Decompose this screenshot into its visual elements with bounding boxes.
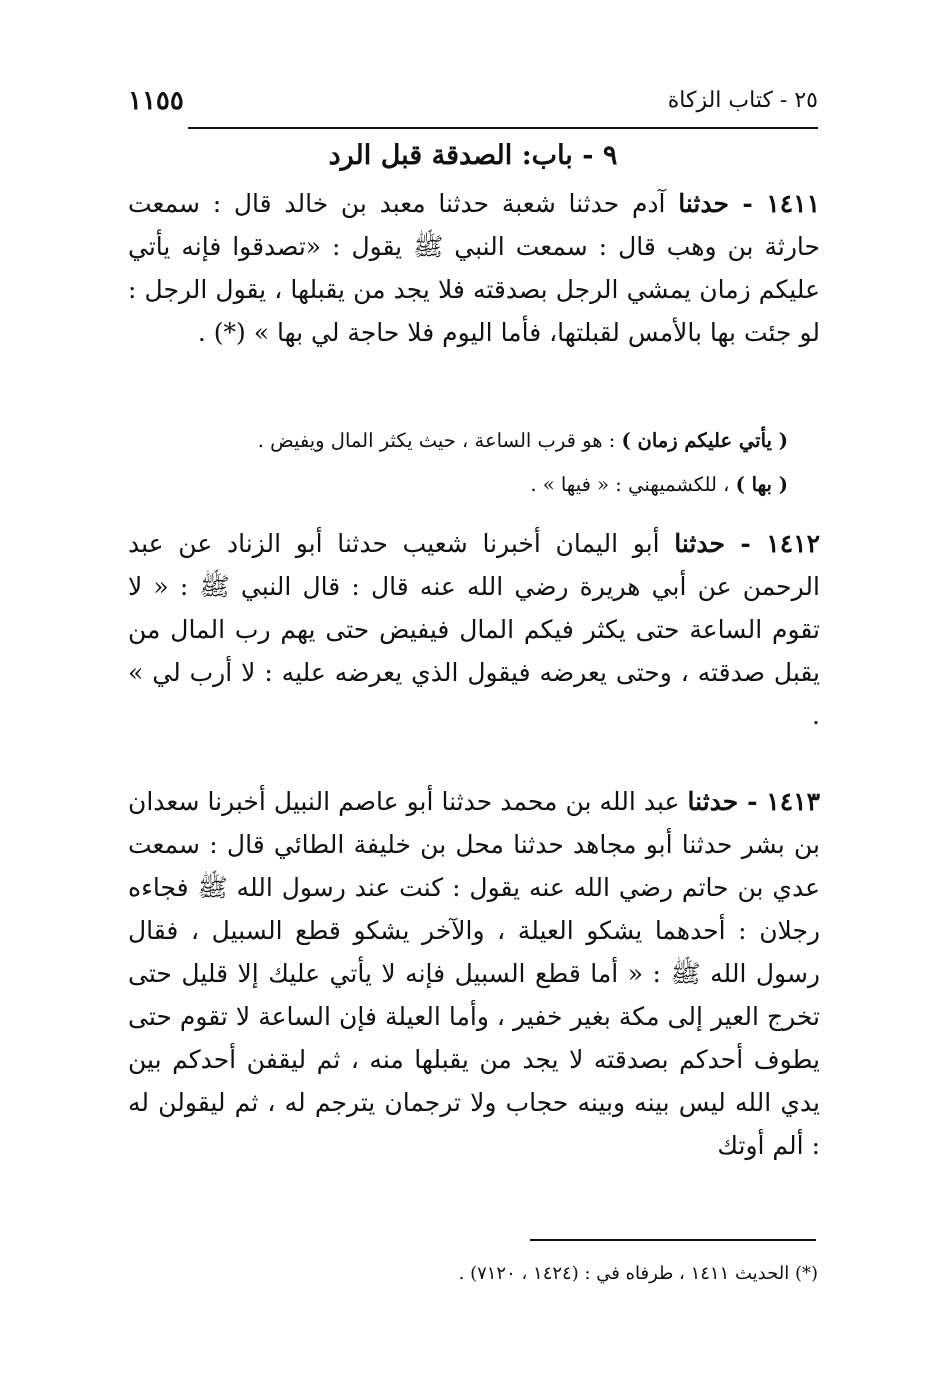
chapter-title: ٩ - باب: الصدقة قبل الرد <box>328 140 618 171</box>
running-head: ٢٥ - كتاب الزكاة <box>667 88 818 113</box>
hadith-number: ١٤١١ - حدثنا <box>678 189 820 218</box>
gloss-text: ، للكشميهني : « فيها » . <box>530 473 736 496</box>
hadith-text: عبد الله بن محمد حدثنا أبو عاصم النبيل أخبرنا سعدان بن بشر حدثنا أبو مجاهد حدثنا محل بن خليفة الطائي قال : سمعت عدي بن حاتم رضي الله عنه يقول : كنت عند رسول الله ﷺ فجاءه رجلان : أحدهما يشكو العيلة ، والآخر يشكو قطع السبيل ، فقال رسول الله ﷺ : « أما قطع السبيل فإنه لا يأتي عليك إلا قليل حتى تخرج العير إلى مكة بغير خفير ، وأما العيلة فإن الساعة لا تقوم حتى يطوف أحدكم بصدقته لا يجد من يقبلها منه ، ثم ليقفن أحدكم بين يدي الله ليس بينه وبينه حجاب ولا ترجمان يترجم له ، ثم ليقولن له : ألم أوتك <box>128 787 820 1160</box>
gloss-term: ( بها ) <box>735 473 788 496</box>
footnote: (*) الحديث ١٤١١ ، طرفاه في : (١٤٢٤ ، ٧١٢٠) . <box>458 1263 818 1284</box>
page-number: ١١٥٥ <box>128 86 184 116</box>
hadith-number: ١٤١٢ - حدثنا <box>674 529 820 558</box>
gloss-note <box>128 422 788 460</box>
gloss-term: ( يأتي عليكم زمان ) <box>621 429 788 452</box>
gloss-note <box>128 466 788 504</box>
gloss-text: : هو قرب الساعة ، حيث يكثر المال ويفيض . <box>257 429 622 452</box>
header-rule <box>188 127 818 129</box>
hadith-1412 <box>128 522 820 737</box>
hadith-number: ١٤١٣ - حدثنا <box>687 787 820 816</box>
hadith-text: أبو اليمان أخبرنا شعيب حدثنا أبو الزناد عن عبد الرحمن عن أبي هريرة رضي الله عنه قال : قال النبي ﷺ : « لا تقوم الساعة حتى يكثر فيكم المال فيفيض حتى يهم رب المال من يقبل صدقته ، وحتى يعرضه فيقول الذي يعرضه عليه : لا أرب لي » . <box>128 529 820 730</box>
hadith-text: آدم حدثنا شعبة حدثنا معبد بن خالد قال : سمعت حارثة بن وهب قال : سمعت النبي ﷺ يقول : «تصدقوا فإنه يأتي عليكم زمان يمشي الرجل بصدقته فلا يجد من يقبلها ، يقول الرجل : لو جئت بها بالأمس لقبلتها، فأما اليوم فلا حاجة لي بها » (*) . <box>128 189 820 347</box>
page-header <box>128 82 818 126</box>
hadith-1411 <box>128 182 820 354</box>
hadith-1413 <box>128 780 820 1167</box>
footnote-rule <box>530 1239 816 1241</box>
